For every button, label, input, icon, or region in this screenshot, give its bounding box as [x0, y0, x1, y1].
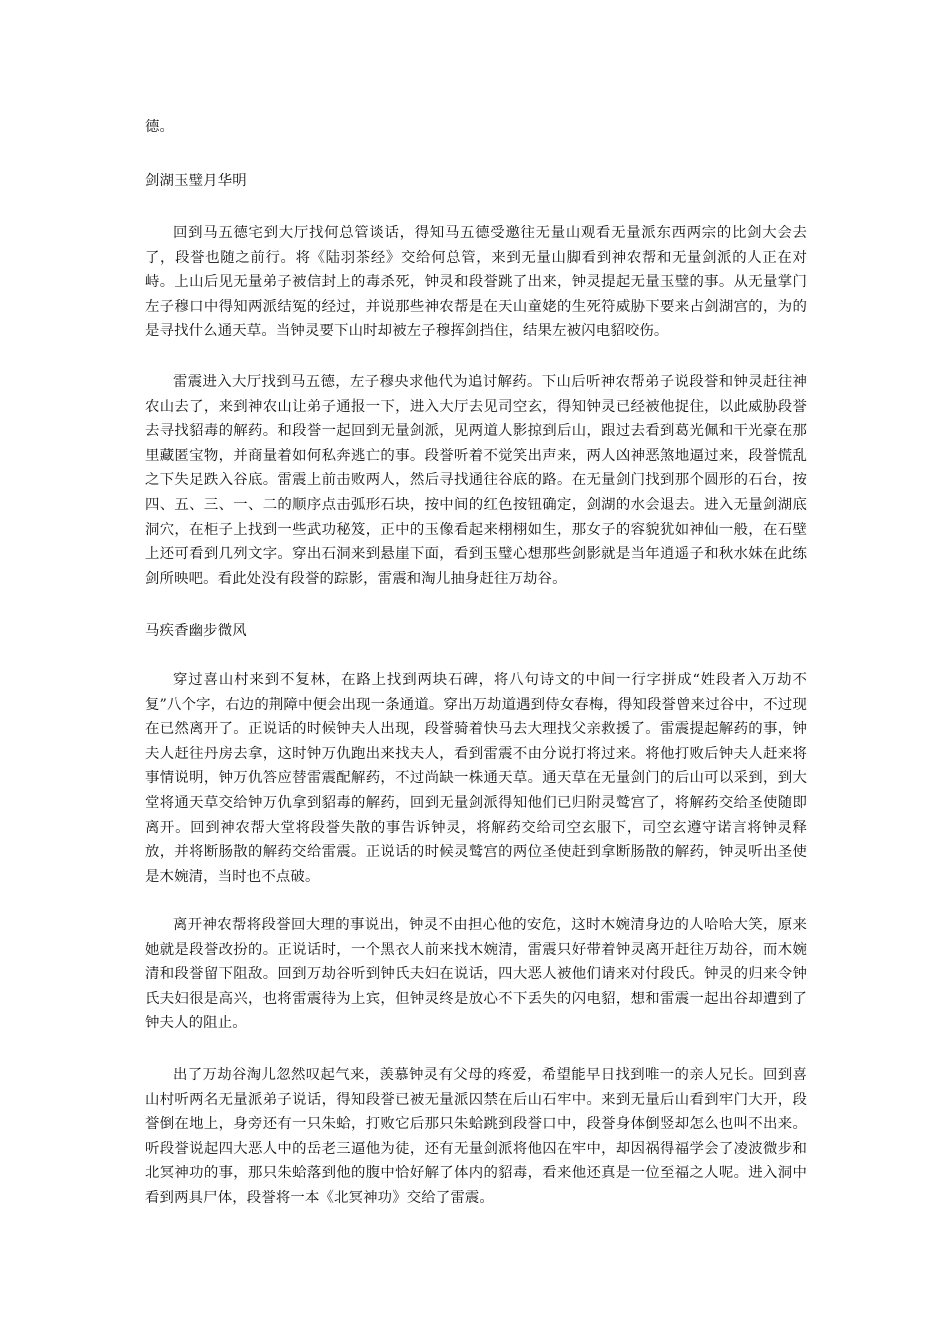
section-heading-jianhu: 剑湖玉璧月华明 — [145, 173, 247, 189]
paragraph: 穿过喜山村来到不复林，在路上找到两块石碑，将八句诗文的中间一行字拼成“姓段者入万劫不复”八个字，右边的荆障中便会出现一条通道。穿出万劫道遇到侍女春梅，得知段誉曾来过谷中，不过现在已然离开了。正说话的时候钟夫人出现，段誉骑着快马去大理找父亲救援了。雷震提起解药的事，钟夫人赶往丹房去拿，这时钟万仇跑出来找夫人，看到雷震不由分说打将过来。将他打败后钟夫人赶来将事情说明，钟万仇答应替雷震配解药，不过尚缺一株通天草。通天草在无量剑门的后山可以采到，到大堂将通天草交给钟万仇拿到貂毒的解药，回到无量剑派得知他们已归附灵鹫宫了，将解药交给圣使随即离开。回到神农帮大堂将段誉失散的事告诉钟灵，将解药交给司空玄服下，司空玄遵守诺言将钟灵释放，并将断肠散的解药交给雷震。正说话的时候灵鹫宫的两位圣使赶到拿断肠散的解药，钟灵听出圣使是木婉清，当时也不点破。 — [145, 672, 807, 885]
paragraph: 离开神农帮将段誉回大理的事说出，钟灵不由担心他的安危，这时木婉清身边的人哈哈大笑，原来她就是段誉改扮的。正说话时，一个黑衣人前来找木婉清，雷震只好带着钟灵离开赶往万劫谷，而木婉清和段誉留下阻敌。回到万劫谷听到钟氏夫妇在说话，四大恶人被他们请来对付段氏。钟灵的归来令钟氏夫妇很是高兴，也将雷震待为上宾，但钟灵终是放心不下丢失的闪电貂，想和雷震一起出谷却遭到了钟夫人的阻止。 — [145, 917, 807, 1032]
paragraph: 回到马五德宅到大厅找何总管谈话，得知马五德受邀往无量山观看无量派东西两宗的比剑大会去了，段誉也随之前行。将《陆羽茶经》交给何总管，来到无量山脚看到神农帮和无量剑派的人正在对峙。上山后见无量弟子被信封上的毒杀死，钟灵和段誉跳了出来，钟灵提起无量玉璧的事。从无量掌门左子穆口中得知两派结冤的经过，并说那些神农帮是在天山童姥的生死符威胁下要来占剑湖宫的，为的是寻找什么通天草。当钟灵要下山时却被左子穆挥剑挡住，结果左被闪电貂咬伤。 — [145, 225, 807, 340]
section-heading-maji: 马疾香幽步微风 — [145, 623, 247, 639]
paragraph: 雷震进入大厅找到马五德，左子穆央求他代为追讨解药。下山后听神农帮弟子说段誉和钟灵赶往神农山去了，来到神农山让弟子通报一下，进入大厅去见司空玄，得知钟灵已经被他捉住，以此威胁段誉去寻找貂毒的解药。和段誉一起回到无量剑派，见两道人影掠到后山，跟过去看到葛光佩和干光豪在那里藏匿宝物，并商量着如何私奔逃亡的事。段誉听着不觉笑出声来，两人凶神恶煞地逼过来，段誉慌乱之下失足跌入谷底。雷震上前击败两人，然后寻找通往谷底的路。在无量剑门找到那个圆形的石台，按四、五、三、一、二的顺序点击弧形石块，按中间的红色按钮确定，剑湖的水会退去。进入无量剑湖底洞穴，在柜子上找到一些武功秘笈，正中的玉像看起来栩栩如生，那女子的容貌犹如神仙一般，在石壁上还可看到几列文字。穿出石洞来到悬崖下面，看到玉璧心想那些剑影就是当年逍遥子和秋水妹在此练剑所映吧。看此处没有段誉的踪影，雷震和淘儿抽身赶往万劫谷。 — [145, 374, 807, 587]
continued-text-fragment: 德。 — [145, 119, 175, 135]
paragraph: 出了万劫谷淘儿忽然叹起气来，羡慕钟灵有父母的疼爱，希望能早日找到唯一的亲人兄长。回到喜山村听两名无量派弟子说话，得知段誉已被无量派囚禁在后山石牢中。来到无量后山看到牢门大开，段誉倒在地上，身旁还有一只朱蛤，打败它后那只朱蛤跳到段誉口中，段誉身体倒竖却怎么也叫不出来。听段誉说起四大恶人中的岳老三逼他为徒，还有无量剑派将他囚在牢中，却因祸得福学会了凌波微步和北冥神功的事，那只朱蛤落到他的腹中恰好解了体内的貂毒，看来他还真是一位至福之人呢。进入洞中看到两具尸体，段誉将一本《北冥神功》交给了雷震。 — [145, 1067, 807, 1206]
